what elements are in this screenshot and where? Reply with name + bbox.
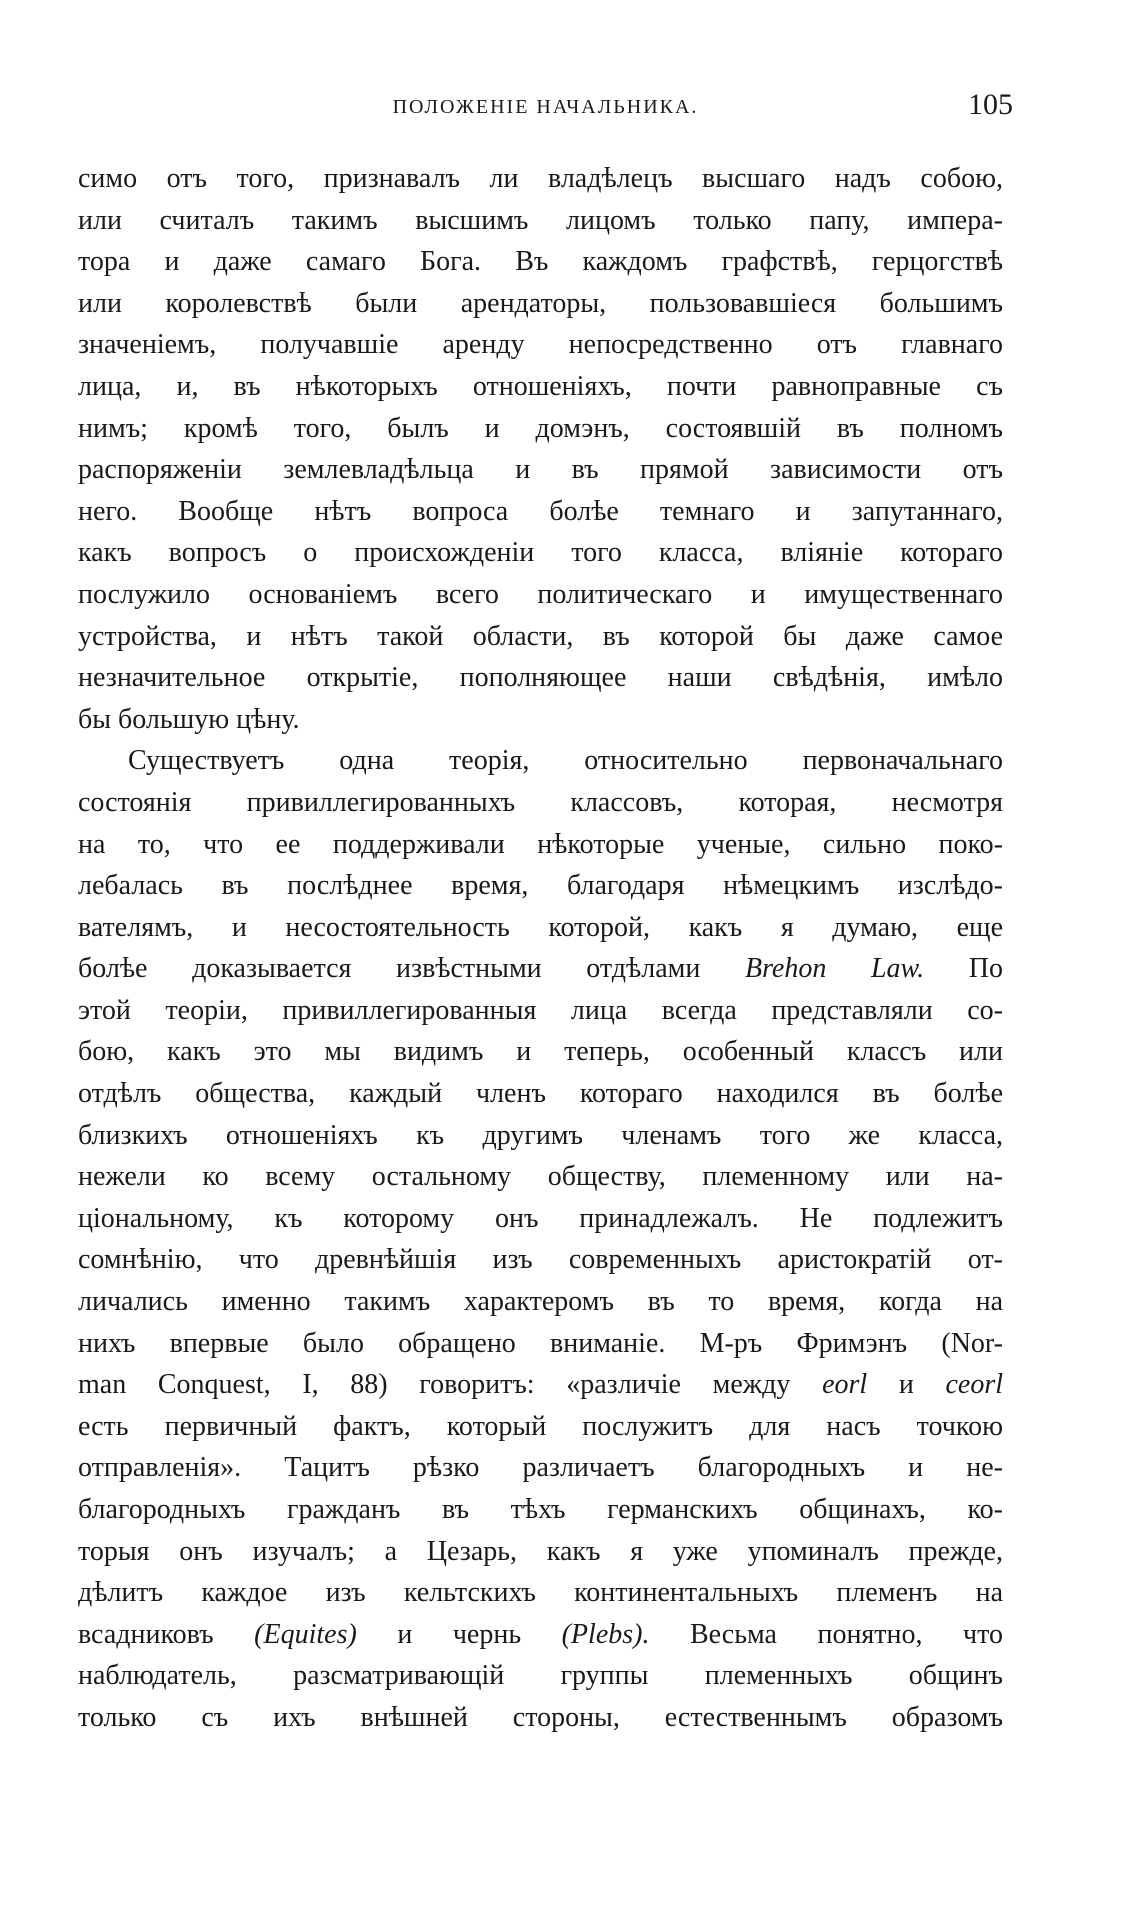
text-line: незначительное открытіе, пополняющее наши свѣдѣнія, имѣло bbox=[78, 662, 1003, 694]
text-line bbox=[78, 1364, 1003, 1406]
text-line: распоряженіи землевладѣльца и въ прямой зависимости отъ bbox=[78, 454, 1003, 486]
text-line: только съ ихъ внѣшней стороны, естественнымъ образомъ bbox=[78, 1701, 1003, 1733]
text-line: благородныхъ гражданъ въ тѣхъ германскихъ общинахъ, ко- bbox=[78, 1494, 1003, 1525]
text-line: отправленія». Тацитъ рѣзко различаетъ благородныхъ и не- bbox=[78, 1452, 1003, 1484]
text-line: на то, что ее поддерживали нѣкоторые ученые, сильно поко- bbox=[78, 828, 1003, 860]
text-line: или королевствѣ были арендаторы, пользовавшіеся большимъ bbox=[78, 287, 1003, 319]
running-title: ПОЛОЖЕНІЕ НАЧАЛЬНИКА. bbox=[392, 96, 699, 118]
text-line: близкихъ отношеніяхъ къ другимъ членамъ того же класса, bbox=[78, 1119, 1003, 1151]
text-line: есть первичный фактъ, который послужитъ для насъ точкою bbox=[78, 1410, 1003, 1442]
text-line: значеніемъ, получавшіе аренду непосредственно отъ главнаго bbox=[78, 329, 1003, 361]
text-line: нимъ; кромѣ того, былъ и домэнъ, состоявшій въ полномъ bbox=[78, 412, 1003, 444]
text-run-italic: ceorl bbox=[945, 1369, 1003, 1401]
text-line: или считалъ такимъ высшимъ лицомъ только папу, импера- bbox=[78, 204, 1003, 236]
text-run: и чернь bbox=[397, 1618, 522, 1650]
text-line: бою, какъ это мы видимъ и теперь, особенный классъ или bbox=[78, 1036, 1003, 1068]
text-run-italic: (Equites) bbox=[254, 1618, 357, 1650]
text-line: лица, и, въ нѣкоторыхъ отношеніяхъ, почти равноправные съ bbox=[78, 370, 1003, 402]
text-line: тора и даже самаго Бога. Въ каждомъ графствѣ, герцогствѣ bbox=[78, 246, 1003, 278]
body-text bbox=[78, 158, 1003, 1739]
text-run: man Conquest, I, 88) говоритъ: «различіе между bbox=[78, 1369, 791, 1401]
page-number: 105 bbox=[968, 88, 1013, 121]
text-line bbox=[78, 948, 1003, 990]
text-line: нежели ко всему остальному обществу, племенному или на- bbox=[78, 1161, 1003, 1193]
text-run: болѣе доказывается извѣстными отдѣлами bbox=[78, 953, 701, 985]
text-run: и bbox=[898, 1369, 914, 1401]
text-line: этой теоріи, привиллегированныя лица всегда представляли со- bbox=[78, 994, 1003, 1026]
text-line: сомнѣнію, что древнѣйшія изъ современныхъ аристократій от- bbox=[78, 1244, 1003, 1276]
text-line: дѣлитъ каждое изъ кельтскихъ континентальныхъ племенъ на bbox=[78, 1577, 1003, 1609]
text-line: устройства, и нѣтъ такой области, въ которой бы даже самое bbox=[78, 620, 1003, 652]
text-line: Существуетъ одна теорія, относительно первоначальнаго bbox=[128, 745, 1003, 777]
text-line: послужило основаніемъ всего политическаго и имущественнаго bbox=[78, 578, 1003, 610]
text-line: торыя онъ изучалъ; а Цезарь, какъ я уже упоминалъ прежде, bbox=[78, 1535, 1003, 1567]
text-run: Весьма понятно, что bbox=[689, 1618, 1003, 1650]
text-line: лебалась въ послѣднее время, благодаря нѣмецкимъ изслѣдо- bbox=[78, 870, 1003, 902]
text-line bbox=[78, 1614, 1003, 1656]
text-run: По bbox=[968, 953, 1003, 985]
text-line: какъ вопросъ о происхожденіи того класса, вліяніе котораго bbox=[78, 537, 1003, 569]
text-line: состоянія привиллегированныхъ классовъ, которая, несмотря bbox=[78, 786, 1003, 818]
text-run: всадниковъ bbox=[78, 1618, 214, 1650]
text-line: бы большую цѣну. bbox=[78, 703, 300, 735]
text-line: вателямъ, и несостоятельность которой, какъ я думаю, еще bbox=[78, 911, 1003, 943]
text-line: него. Вообще нѣтъ вопроса болѣе темнаго и запутаннаго, bbox=[78, 495, 1003, 527]
text-run-italic: (Plebs). bbox=[561, 1618, 650, 1650]
text-line: наблюдатель, разсматривающій группы племенныхъ общинъ bbox=[78, 1660, 1003, 1692]
text-line: отдѣлъ общества, каждый членъ котораго находился въ болѣе bbox=[78, 1078, 1003, 1110]
text-line: симо отъ того, признавалъ ли владѣлецъ высшаго надъ собою, bbox=[78, 163, 1003, 194]
text-line: нихъ впервые было обращено вниманіе. М-ръ Фримэнъ (Nor- bbox=[78, 1327, 1003, 1359]
text-line: личались именно такимъ характеромъ въ то время, когда на bbox=[78, 1286, 1003, 1318]
text-run-italic: Brehon Law. bbox=[744, 953, 925, 985]
running-head bbox=[78, 88, 1013, 128]
text-run-italic: eorl bbox=[822, 1369, 868, 1401]
text-line: ціональному, къ которому онъ принадлежалъ. Не подлежитъ bbox=[78, 1202, 1003, 1234]
